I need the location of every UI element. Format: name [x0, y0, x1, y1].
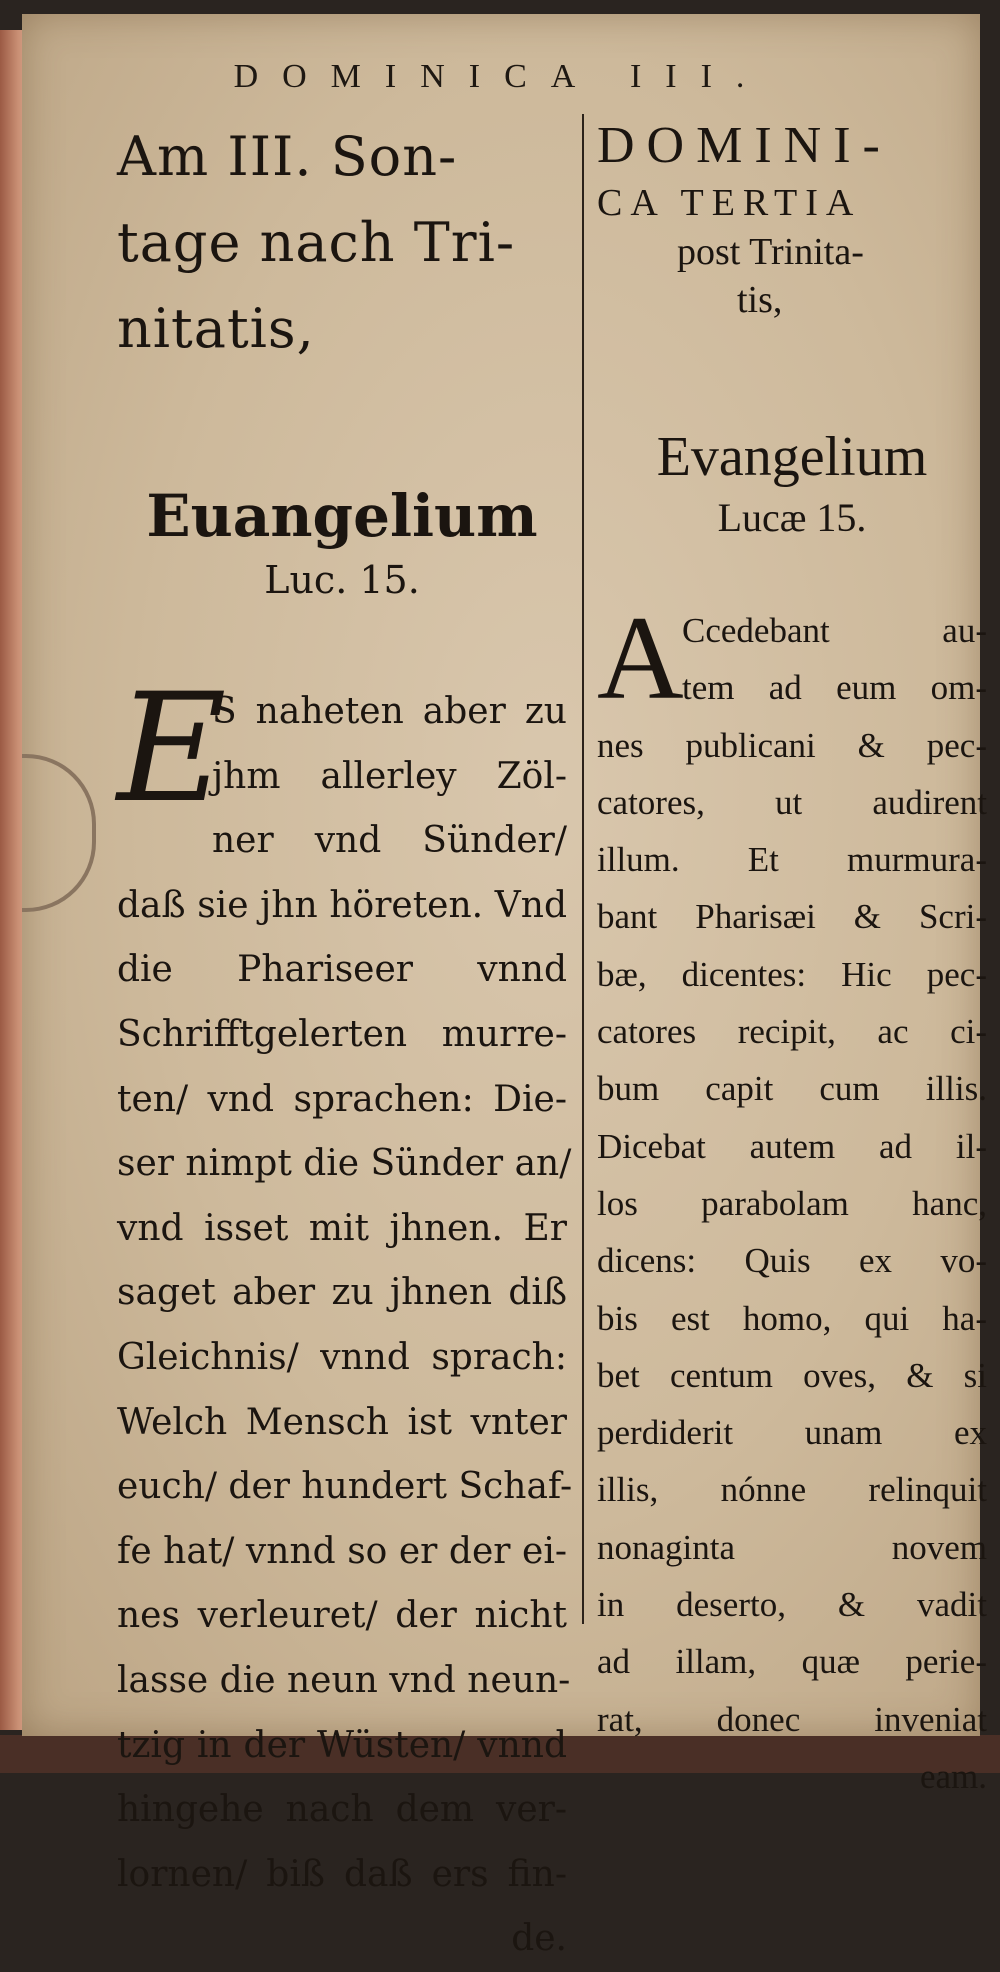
- text-line: Welch Mensch ist vnter: [117, 1401, 567, 1443]
- text-line: saget aber zu jhnen diß: [117, 1272, 567, 1314]
- text-line: bis est homo, qui ha-: [597, 1298, 987, 1338]
- text-line: catores recipit, ac ci-: [597, 1012, 987, 1052]
- text-line: illum. Et murmura-: [597, 840, 987, 880]
- text-line: hingehe nach dem ver-: [117, 1789, 567, 1831]
- latin-heading-line: post Trinita-: [677, 231, 864, 273]
- text-line: S naheten aber zu: [212, 691, 567, 732]
- latin-drop-cap: A: [597, 591, 684, 724]
- text-line: nes verleuret/ der nicht: [117, 1595, 567, 1637]
- text-line: los parabolam hanc,: [597, 1183, 987, 1223]
- text-line: ad illam, quæ perie-: [597, 1642, 987, 1682]
- column-divider: [582, 114, 584, 1624]
- german-heading-line: Am III. Son-: [117, 125, 458, 188]
- running-head: DOMINICA III.: [233, 58, 769, 95]
- latin-gospel-reference: Lucæ 15.: [717, 495, 867, 540]
- latin-heading-line: tis,: [737, 279, 783, 321]
- text-line: Gleichnis/ vnnd sprach:: [117, 1336, 567, 1378]
- german-column: [117, 114, 573, 1972]
- text-line: de.: [511, 1918, 567, 1960]
- text-line: ner vnd Sünder/: [212, 820, 567, 862]
- text-line: tem ad eum om-: [682, 668, 987, 708]
- latin-gospel-title: Evangelium: [656, 426, 928, 488]
- german-drop-cap: E: [117, 662, 227, 836]
- german-heading-line: tage nach Tri-: [117, 211, 516, 274]
- latin-heading: DOMINI-: [597, 117, 892, 174]
- text-line: eam.: [919, 1756, 987, 1796]
- latin-gospel-text: [597, 591, 987, 1805]
- text-line: Ccedebant au-: [682, 611, 987, 650]
- text-line: perdiderit unam ex: [597, 1413, 987, 1453]
- german-gospel-title: Euangelium: [146, 482, 538, 550]
- text-line: rat, donec inveniat: [597, 1699, 987, 1739]
- text-line: daß sie jhn höreten. Vnd: [117, 884, 567, 926]
- text-line: ser nimpt die Sünder an/: [117, 1143, 572, 1185]
- german-heading: [117, 114, 567, 372]
- text-line: nes publicani & pec-: [597, 725, 987, 765]
- text-line: in deserto, & vadit: [597, 1585, 987, 1625]
- latin-heading-line: CA TERTIA: [597, 182, 862, 224]
- text-line: bant Pharisæi & Scri-: [597, 897, 987, 937]
- text-line: vnd isset mit jhnen. Er: [117, 1207, 567, 1249]
- text-line: Schrifftgelerten murre-: [117, 1013, 567, 1055]
- text-line: fe hat/ vnnd so er der ei-: [117, 1530, 567, 1572]
- page-clip: [22, 754, 96, 912]
- text-line: dicens: Quis ex vo-: [597, 1241, 987, 1281]
- german-gospel-reference: Luc. 15.: [264, 558, 420, 602]
- book-page: [22, 14, 987, 1960]
- text-line: euch/ der hundert Schaf-: [117, 1466, 573, 1508]
- text-line: nonaginta novem: [597, 1527, 987, 1567]
- text-line: bæ, dicentes: Hic pec-: [597, 954, 987, 994]
- german-heading-line: nitatis,: [117, 297, 315, 360]
- text-line: bum capit cum illis.: [597, 1069, 987, 1109]
- text-line: jhm allerley Zöl-: [212, 755, 567, 797]
- text-line: illis, nónne relinquit: [597, 1470, 987, 1510]
- text-line: Dicebat autem ad il-: [597, 1126, 987, 1166]
- text-line: tzig in der Wüsten/ vnnd: [117, 1724, 567, 1766]
- german-gospel-text: [117, 662, 573, 1972]
- text-line: bet centum oves, & si: [597, 1355, 987, 1395]
- text-line: lornen/ biß daß ers fin-: [117, 1853, 567, 1895]
- text-line: ten/ vnd sprachen: Die-: [117, 1078, 567, 1120]
- text-line: die Phariseer vnnd: [117, 949, 567, 991]
- text-line: catores, ut audirent: [597, 782, 987, 822]
- text-line: lasse die neun vnd neun-: [117, 1659, 571, 1701]
- latin-column: [597, 114, 987, 1805]
